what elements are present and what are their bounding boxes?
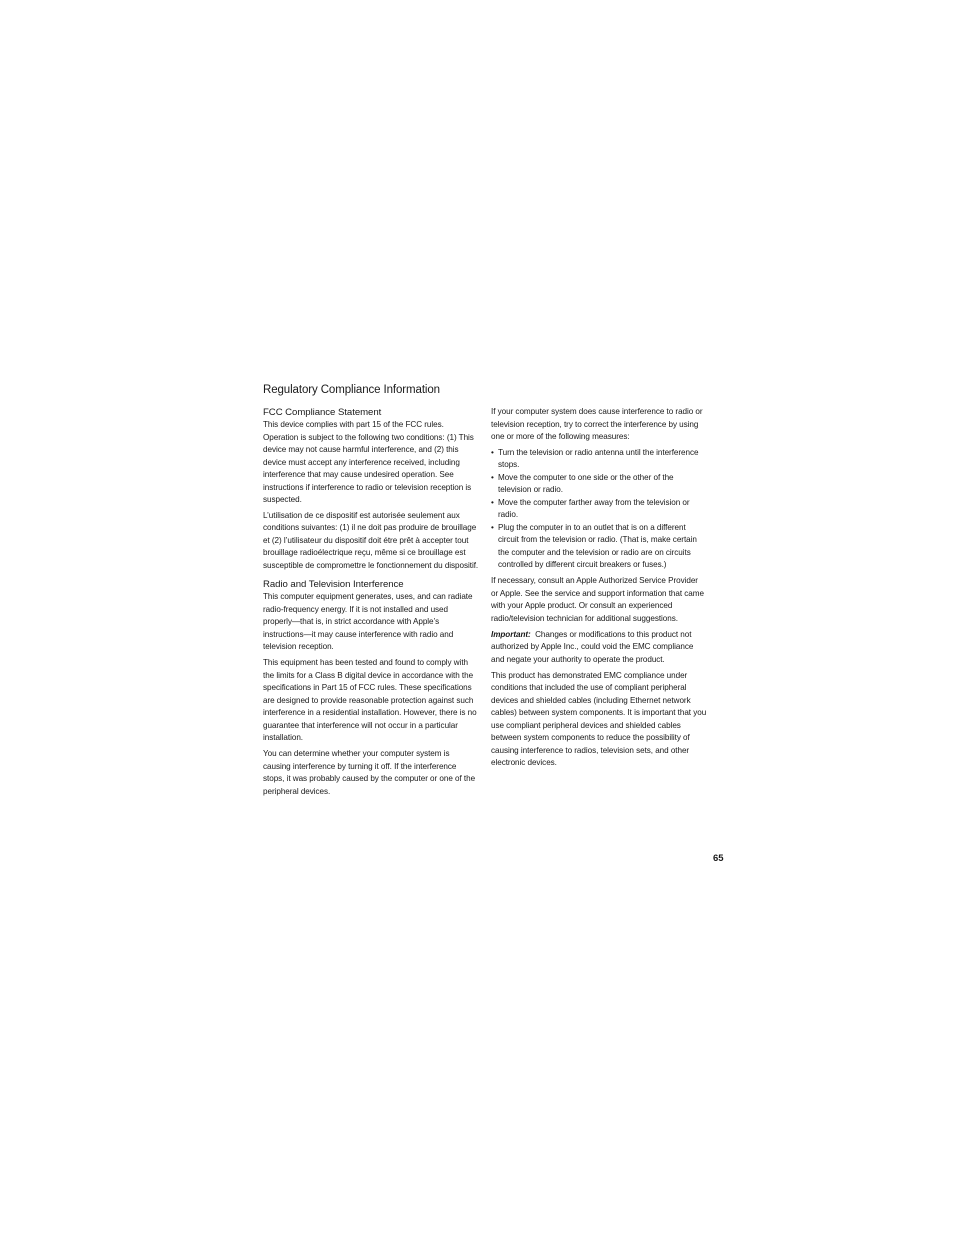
bullet-marker: • — [491, 497, 494, 507]
service-paragraph: If necessary, consult an Apple Authorized Service Provider or Apple. See the service and support information that came with your Apple product. Or consult an experienced radio/television technician for additional suggestions. — [491, 576, 704, 623]
radio-paragraph-class-b: This equipment has been tested and found to comply with the limits for a Class B digital device in accordance with the specifications in Part 15 of FCC rules. These specifications are designed to provide reasonable protection against such interference in a residential installation. However, there is no guarantee that interference will not occur in a particular installation. — [263, 658, 477, 743]
fcc-compliance-heading: FCC Compliance Statement — [263, 407, 382, 418]
list-item-text: Plug the computer in to an outlet that is on a different circuit from the television or radio. (That is, make certain the computer and the television or radio are on circuits controlled by different circuit breakers or fuses.) — [498, 522, 697, 570]
emc-paragraph: This product has demonstrated EMC compliance under conditions that included the use of compliant peripheral devices and shielded cables (including Ethernet network cables) between system components. It is important that you use compliant peripheral devices and shielded cables between system components to reduce the possibility of causing interference to radios, television sets, and other electronic devices. — [491, 670, 707, 768]
radio-tv-interference-heading: Radio and Television Interference — [263, 579, 404, 591]
list-item — [491, 447, 707, 472]
radio-paragraph-determine: You can determine whether your computer system is causing interference by turning it off. If the interference stops, it was probably caused by the computer or one of the peripheral devices. — [263, 749, 476, 796]
fcc-paragraph-french: L’utilisation de ce dispositif est autorisée seulement aux conditions suivantes: (1) il ne doit pas produire de brouillage et (2) l’utilisateur du dispositif doit étre prêt à accepter tout brouillage radioélectrique reçu, même si ce brouillage est susceptible de compromettre le fonctionnement du dispositif. — [263, 510, 479, 570]
right-column — [491, 406, 707, 773]
list-item — [491, 497, 707, 522]
important-label: Important: — [491, 629, 531, 639]
bullet-marker: • — [491, 472, 494, 482]
important-paragraph — [491, 629, 707, 667]
page-title: Regulatory Compliance Information — [263, 384, 440, 396]
list-item-text: Turn the television or radio antenna until the interference stops. — [498, 447, 699, 470]
list-item-text: Move the computer farther away from the television or radio. — [498, 497, 690, 520]
bullet-marker: • — [491, 522, 494, 532]
list-item — [491, 522, 707, 572]
page-number: 65 — [713, 853, 724, 864]
interference-intro-paragraph: If your computer system does cause interference to radio or television reception, try to correct the interference by using one or more of the following measures: — [491, 407, 703, 441]
important-text: Changes or modifications to this product not authorized by Apple Inc., could void the EMC compliance and negate your authority to operate the product. — [491, 629, 694, 664]
radio-paragraph-energy: This computer equipment generates, uses, and can radiate radio-frequency energy. If it is not installed and used properly—that is, in strict accordance with Apple’s instructions—it may cause interference with radio and television reception. — [263, 592, 473, 652]
list-item-text: Move the computer to one side or the other of the television or radio. — [498, 472, 674, 495]
left-column — [263, 406, 479, 802]
bullet-marker: • — [491, 447, 494, 457]
fcc-paragraph-english: This device complies with part 15 of the FCC rules. Operation is subject to the following two conditions: (1) This device may not cause harmful interference, and (2) this device must accept any interference received, including interference that may cause undesired operation. See instructions if interference to radio or television reception is suspected. — [263, 420, 474, 504]
list-item — [491, 472, 707, 497]
interference-measures-list — [491, 447, 707, 572]
